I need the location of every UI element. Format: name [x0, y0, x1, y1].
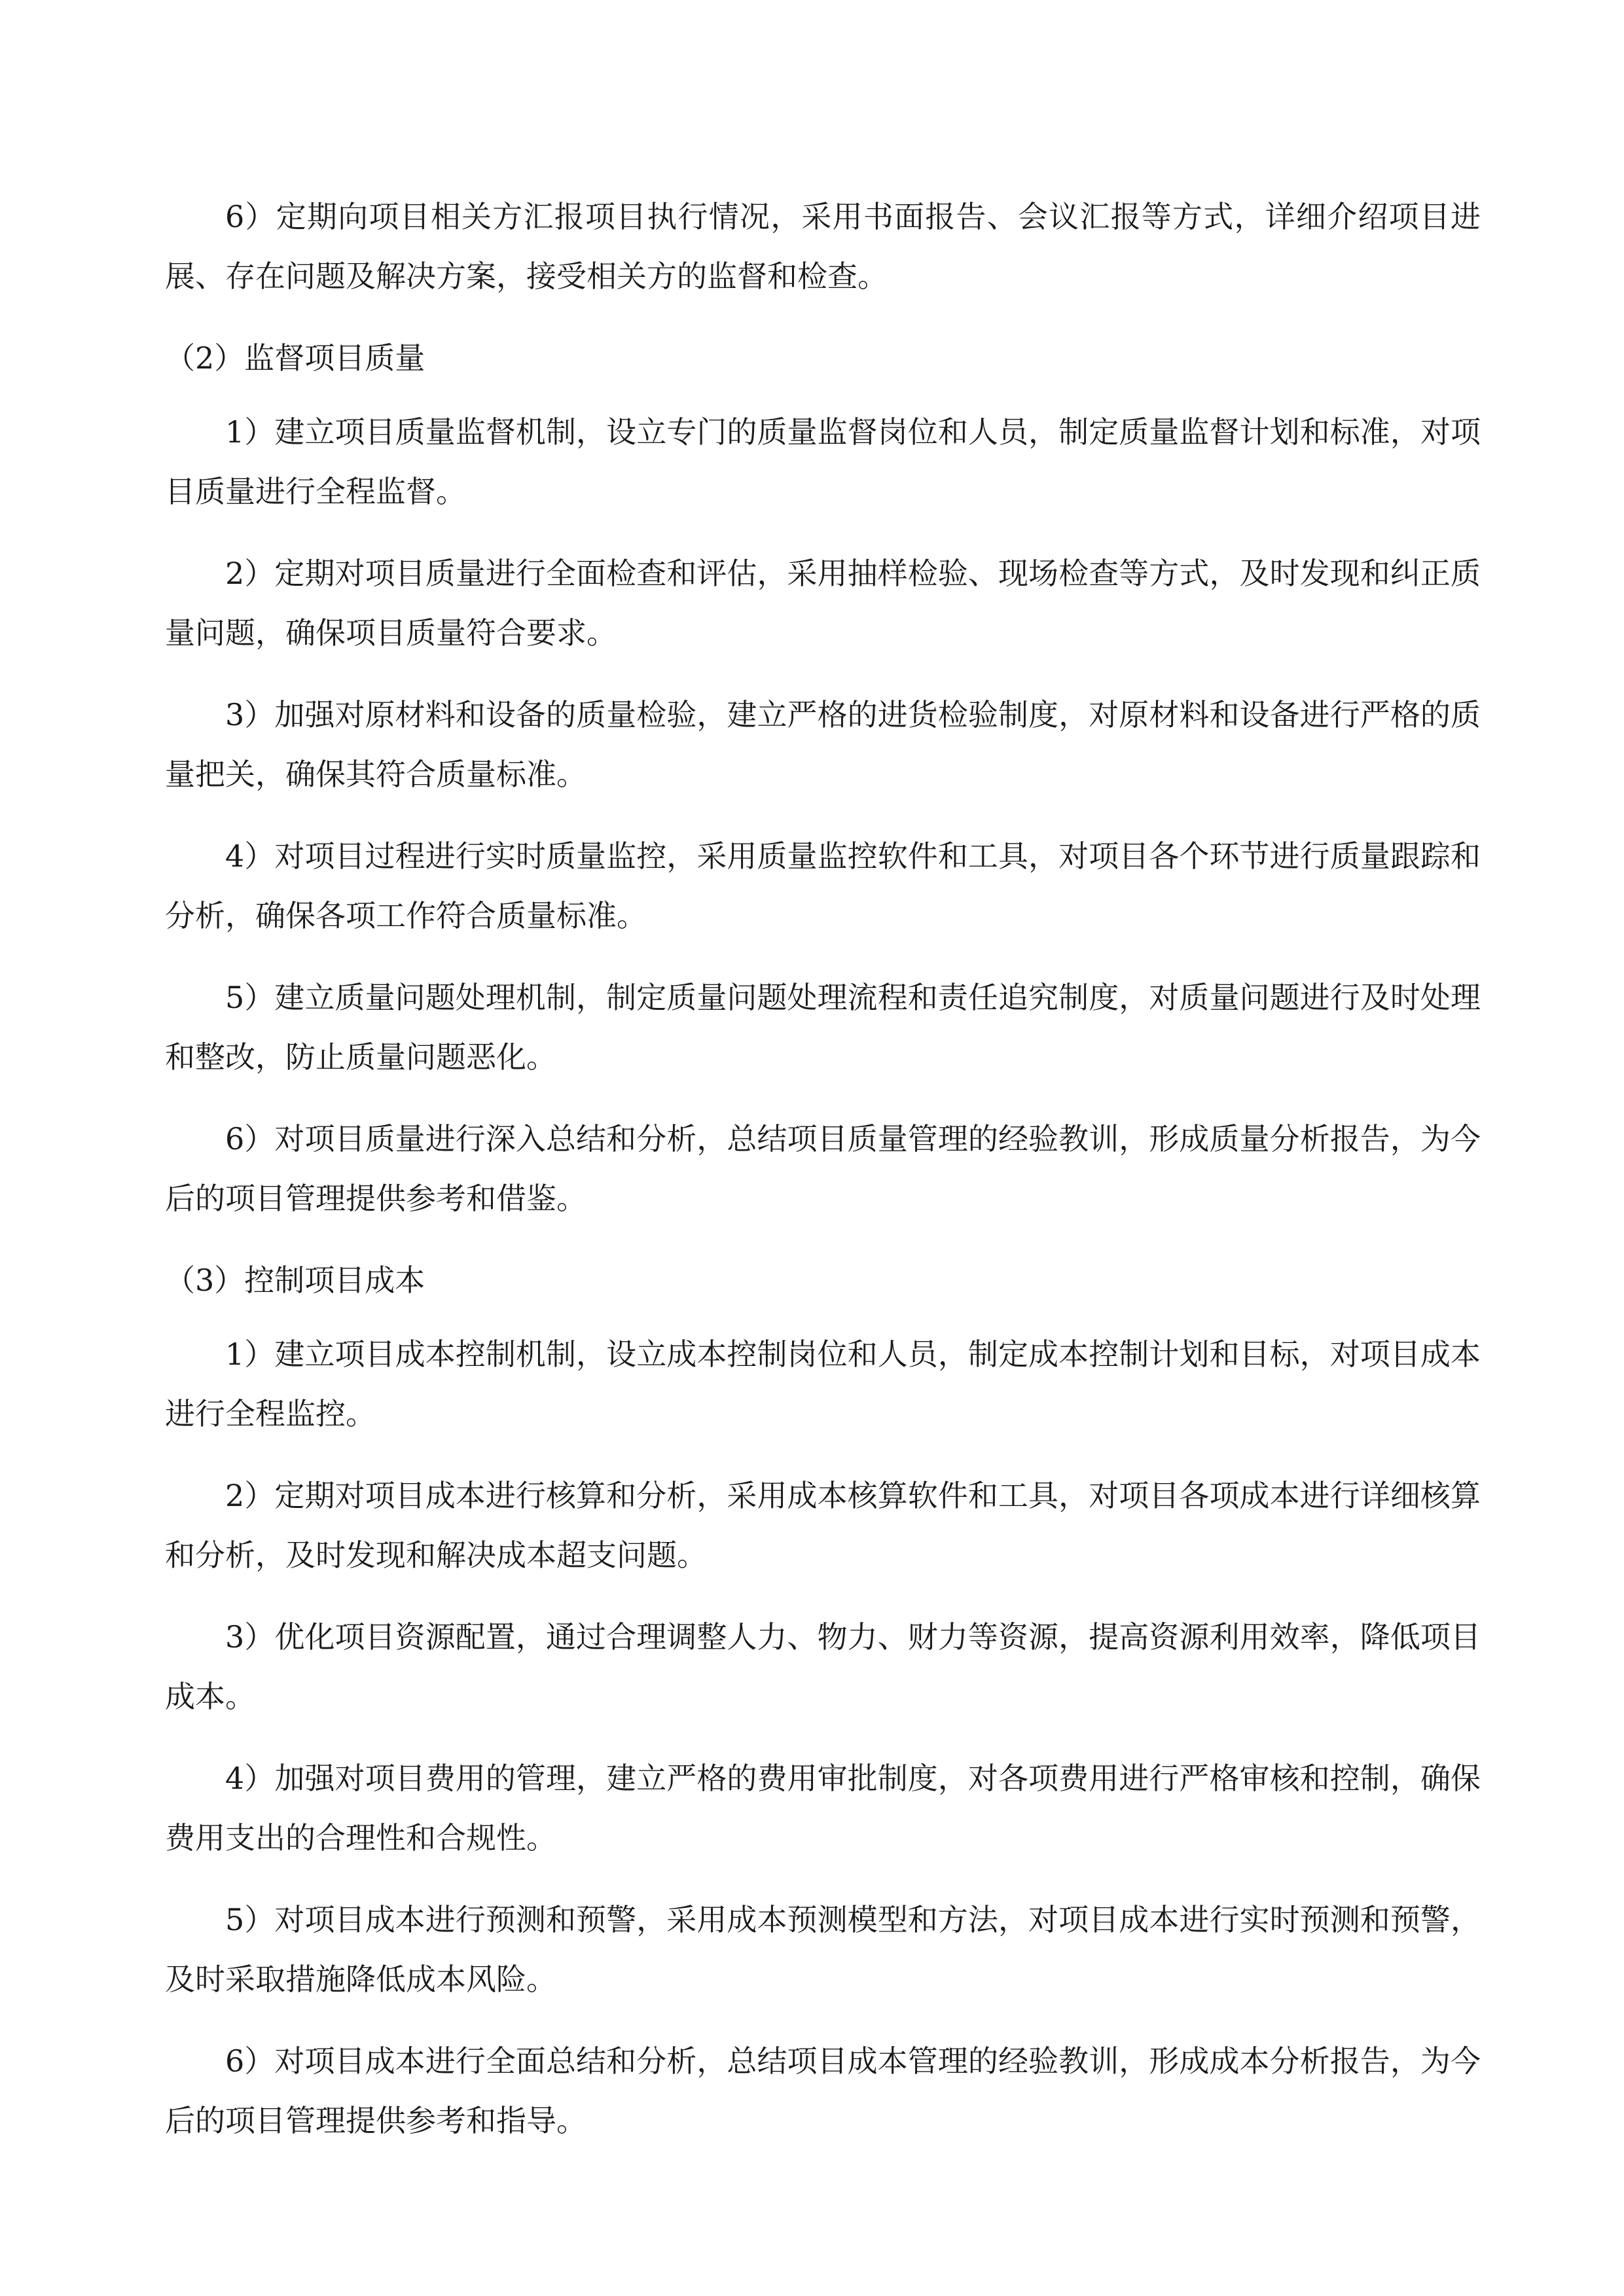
paragraph-expense-management: 4）加强对项目费用的管理，建立严格的费用审批制度，对各项费用进行严格审核和控制，确保费用支出的合理性和合规性。	[165, 1761, 1481, 1856]
paragraph-report-progress: 6）定期向项目相关方汇报项目执行情况，采用书面报告、会议汇报等方式，详细介绍项目进展、存在问题及解决方案，接受相关方的监督和检查。	[165, 199, 1481, 294]
section-heading-cost: （3）控制项目成本	[165, 1263, 425, 1298]
section-heading-quality: （2）监督项目质量	[165, 340, 425, 376]
paragraph-quality-mechanism: 1）建立项目质量监督机制，设立专门的质量监督岗位和人员，制定质量监督计划和标准，对项目质量进行全程监督。	[165, 414, 1481, 509]
paragraph-cost-accounting: 2）定期对项目成本进行核算和分析，采用成本核算软件和工具，对项目各项成本进行详细核算和分析，及时发现和解决成本超支问题。	[165, 1478, 1481, 1573]
paragraph-quality-inspection: 2）定期对项目质量进行全面检查和评估，采用抽样检验、现场检查等方式，及时发现和纠正质量问题，确保项目质量符合要求。	[165, 556, 1481, 651]
paragraph-quality-issue-handling: 5）建立质量问题处理机制，制定质量问题处理流程和责任追究制度，对质量问题进行及时处理和整改，防止质量问题恶化。	[165, 980, 1481, 1075]
paragraph-quality-summary: 6）对项目质量进行深入总结和分析，总结项目质量管理的经验教训，形成质量分析报告，为今后的项目管理提供参考和借鉴。	[165, 1121, 1481, 1216]
paragraph-cost-mechanism: 1）建立项目成本控制机制，设立成本控制岗位和人员，制定成本控制计划和目标，对项目成本进行全程监控。	[165, 1336, 1481, 1431]
paragraph-cost-summary: 6）对项目成本进行全面总结和分析，总结项目成本管理的经验教训，形成成本分析报告，为今后的项目管理提供参考和指导。	[165, 2043, 1481, 2138]
paragraph-resource-optimization: 3）优化项目资源配置，通过合理调整人力、物力、财力等资源，提高资源利用效率，降低项目成本。	[165, 1619, 1481, 1714]
paragraph-quality-monitoring: 4）对项目过程进行实时质量监控，采用质量监控软件和工具，对项目各个环节进行质量跟踪和分析，确保各项工作符合质量标准。	[165, 838, 1481, 933]
paragraph-material-inspection: 3）加强对原材料和设备的质量检验，建立严格的进货检验制度，对原材料和设备进行严格的质量把关，确保其符合质量标准。	[165, 697, 1481, 792]
document-body	[165, 187, 1481, 2173]
paragraph-cost-forecast: 5）对项目成本进行预测和预警，采用成本预测模型和方法，对项目成本进行实时预测和预警，及时采取措施降低成本风险。	[165, 1902, 1481, 1997]
